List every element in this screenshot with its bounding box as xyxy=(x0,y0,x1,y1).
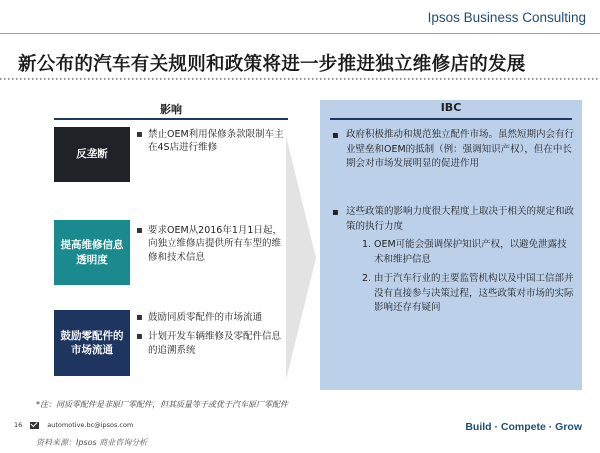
row-bullets-parts-circulation xyxy=(136,311,284,363)
ibc-sub-item xyxy=(346,238,576,267)
brand-logo-text: Ipsos Business Consulting xyxy=(427,10,586,25)
row-bullets-transparency xyxy=(136,224,284,270)
ibc-sub-item xyxy=(346,272,576,316)
tagline: Build · Compete · Grow xyxy=(465,421,582,433)
contact-email[interactable]: automotive.bc@ipsos.com xyxy=(47,421,134,429)
bullet-item: ▪ 鼓励同质零配件的市场流通 xyxy=(136,311,284,324)
row-label-antitrust: 反垄断 xyxy=(54,127,130,182)
row-label-transparency: 提高维修信息透明度 xyxy=(54,220,130,285)
footnote: *注：同质零配件是非原厂零配件，但其质量等于或优于汽车原厂零配件 xyxy=(36,400,288,409)
ibc-bullets-1 xyxy=(330,128,576,172)
ibc-bullet-text: 这些政策的影响力度很大程度上取决于相关的规定和政策的执行力度 xyxy=(346,206,575,232)
impact-header-rule xyxy=(54,118,288,120)
ibc-bullet xyxy=(330,205,576,316)
sub-item-number: 1. xyxy=(362,239,372,251)
dotted-divider xyxy=(0,74,600,90)
ibc-bullets-2 xyxy=(330,205,576,320)
sub-item-text: OEM可能会强调保护知识产权，以避免泄露技术和维护信息 xyxy=(374,239,567,266)
row-label-parts-circulation: 鼓励零配件的市场流通 xyxy=(54,310,130,376)
chevron-arrow-icon xyxy=(286,136,316,380)
mail-icon xyxy=(30,422,39,429)
bullet-item: ▪ 计划开发车辆维修及零配件信息的追溯系统 xyxy=(136,330,284,357)
ibc-panel-title: IBC xyxy=(440,101,462,114)
impact-header: 影响 xyxy=(160,103,182,116)
ibc-sub-list xyxy=(346,238,576,316)
row-bullets-antitrust xyxy=(136,128,284,161)
ibc-panel-rule xyxy=(330,118,572,120)
source-note: 资料来源：Ipsos 商业咨询分析 xyxy=(36,438,148,447)
bullet-item: ▪ 要求OEM从2016年1月1日起，向独立维修店提供所有车型的维修和技术信息 xyxy=(136,224,284,264)
sub-item-text: 由于汽车行业的主要监管机构以及中国工信部并没有直接参与决策过程，这些政策对市场的实际影响还存有疑问 xyxy=(374,272,574,314)
sub-item-number: 2. xyxy=(362,272,372,284)
footer-row xyxy=(14,421,133,429)
page-number: 16 xyxy=(14,421,23,429)
ibc-bullet: ▪ 政府积极推动和规范独立配件市场。虽然短期内会有行业壁垒和OEM的抵制（例：强调知识产权），但在中长期会对市场发展明显的促进作用 xyxy=(330,128,576,172)
header-divider xyxy=(0,33,600,34)
page-title: 新公布的汽车有关规则和政策将进一步推进独立维修店的发展 xyxy=(18,54,526,75)
bullet-item: ▪ 禁止OEM利用保修条款限制车主在4S店进行维修 xyxy=(136,128,284,155)
